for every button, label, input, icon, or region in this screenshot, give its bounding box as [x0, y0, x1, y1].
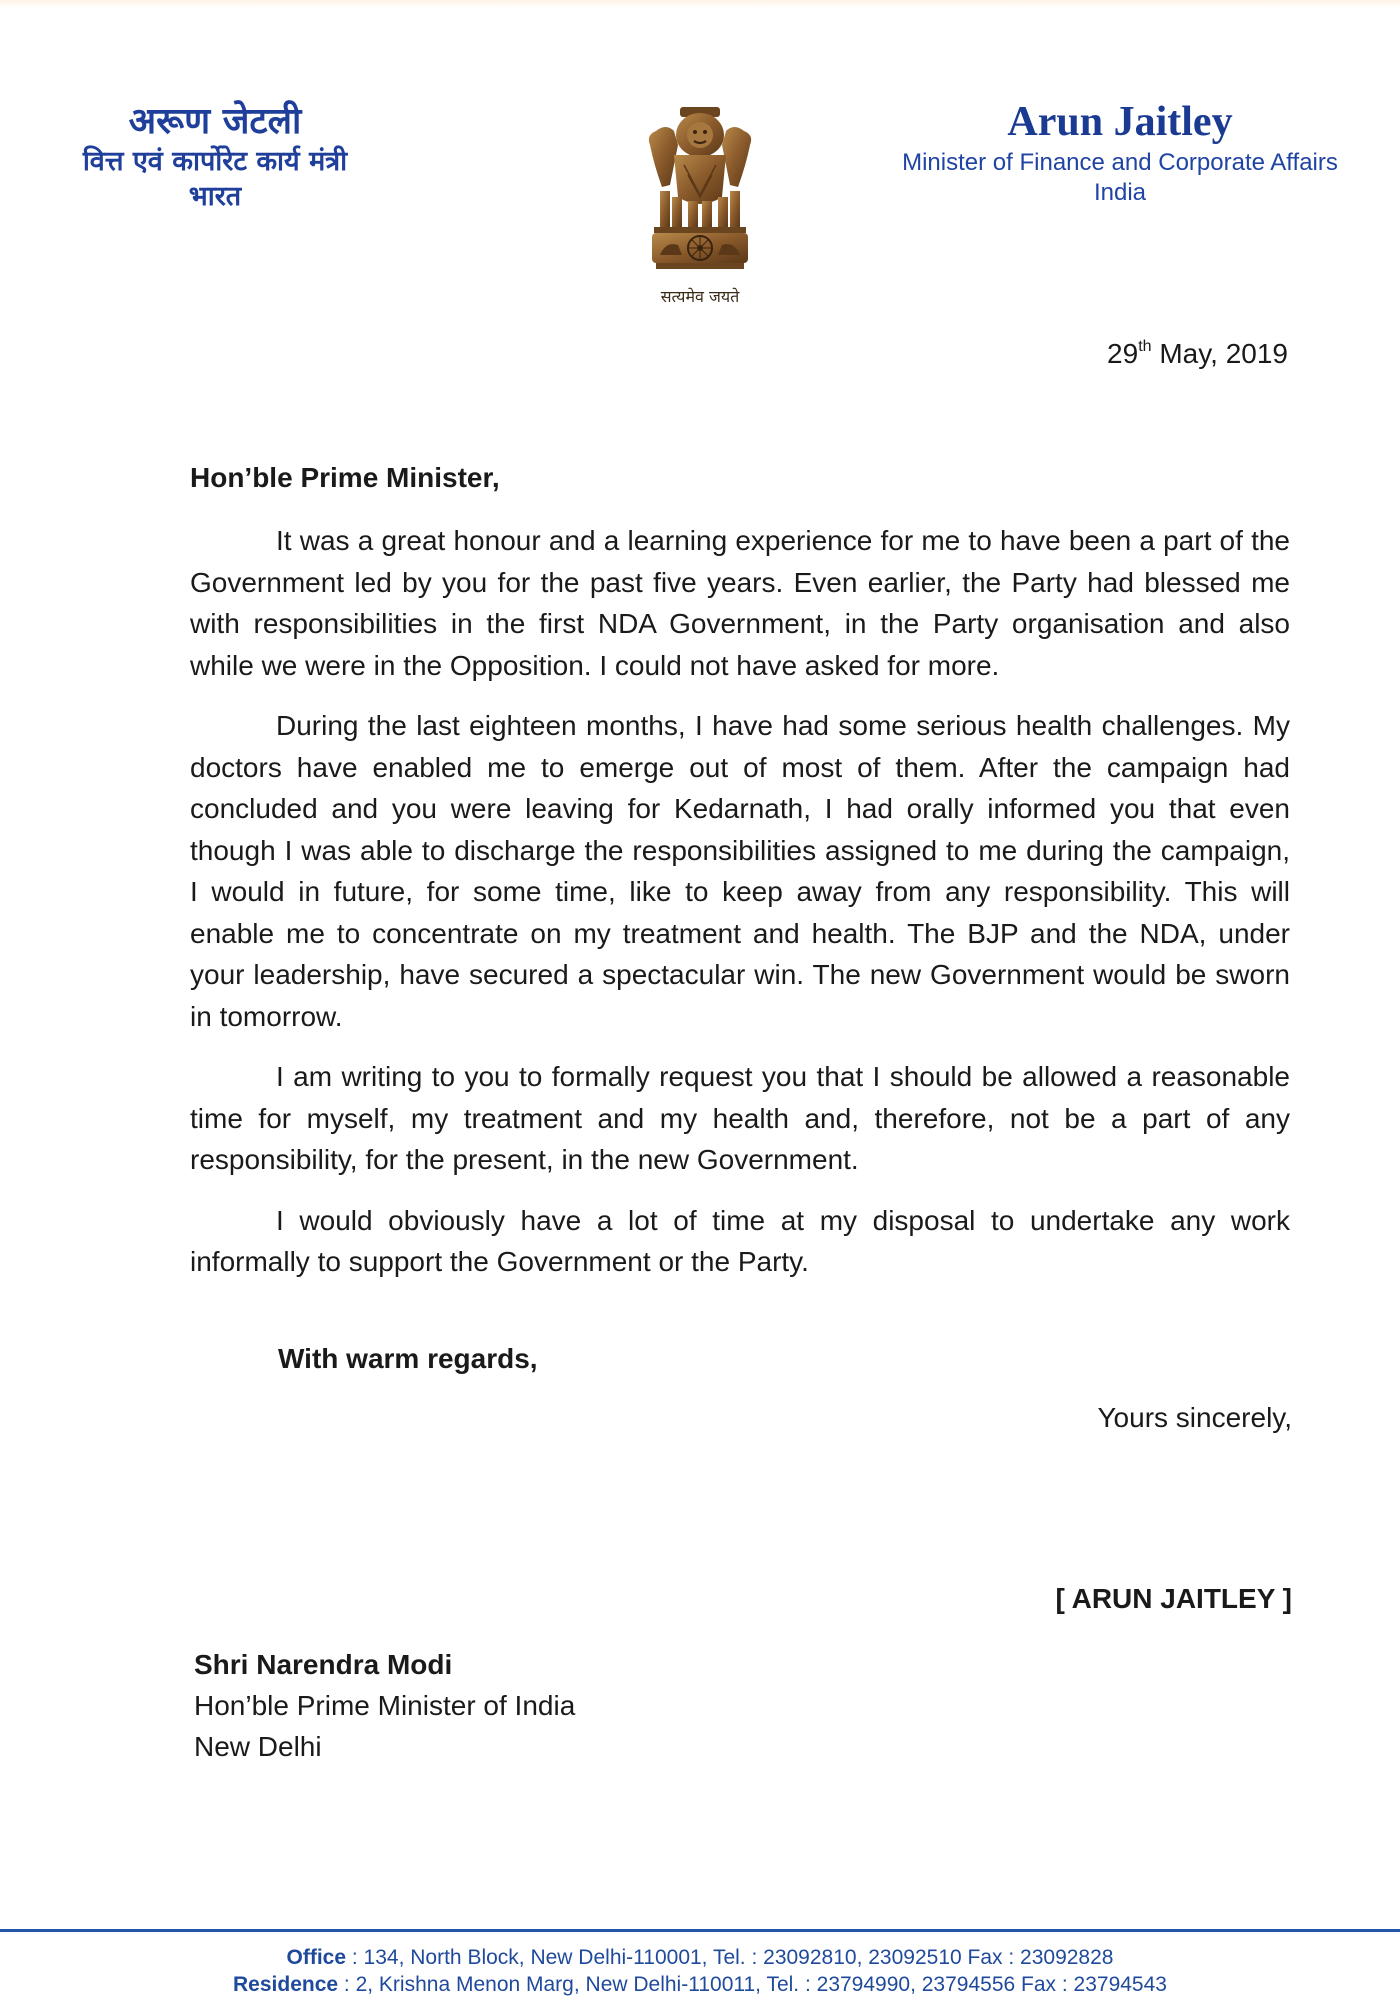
paragraph: During the last eighteen months, I have had some serious health challenges. My doctors have enabled me to emerge out of most of them. After the campaign had concluded and you were leaving for Kedarnath, I had orally informed you that even though I was able to discharge the responsibilities assigned to me during the campaign, I would in future, for some time, like to keep away from any responsibility. This will enable me to concentrate on my treatment and health. The BJP and the NDA, under your leadership, have secured a spectacular win. The new Government would be sworn in tomorrow.: [190, 710, 1290, 1032]
residence-details: : 2, Krishna Menon Marg, New Delhi-110011, Tel. : 23794990, 23794556 Fax : 23794543: [338, 1973, 1167, 1996]
letterhead-hindi: [40, 100, 390, 214]
national-emblem: [640, 105, 760, 305]
paragraph: I would obviously have a lot of time at my disposal to undertake any work informally to support the Government or the Party.: [190, 1204, 1290, 1277]
addressee-block: [194, 1644, 575, 1767]
hindi-name: अरूण जेटली: [128, 101, 302, 142]
office-label: Office: [286, 1946, 347, 1969]
hindi-designation: वित्त एवं कार्पोरेट कार्य मंत्री: [82, 146, 348, 177]
salutation: Hon’ble Prime Minister,: [190, 462, 500, 493]
emblem-motto: सत्यमेव जयते: [660, 287, 740, 306]
date-month-year: May, 2019: [1151, 338, 1288, 369]
date-day: 29: [1107, 338, 1139, 369]
letter-body: [190, 520, 1290, 1302]
addressee-name: Shri Narendra Modi: [194, 1649, 453, 1680]
national-emblem-lion-capital-icon: [644, 105, 756, 283]
signatory-name: [ ARUN JAITLEY ]: [1055, 1583, 1292, 1614]
addressee-city: New Delhi: [194, 1731, 322, 1762]
english-country: India: [1093, 179, 1147, 206]
hindi-country: भारत: [188, 181, 242, 212]
residence-address: [0, 1971, 1400, 1998]
paragraph: I am writing to you to formally request you that I should be allowed a reasonable time for myself, my treatment and my health and, therefore, not be a part of any responsibility, for the present, in the new Government.: [190, 1061, 1290, 1175]
office-details: : 134, North Block, New Delhi-110001, Tel. : 23092810, 23092510 Fax : 23092828: [346, 1946, 1114, 1969]
english-name: Arun Jaitley: [1007, 99, 1233, 145]
letterhead-footer: [0, 1944, 1400, 1998]
residence-label: Residence: [233, 1973, 339, 1996]
footer-divider: [0, 1929, 1400, 1932]
office-address: [0, 1944, 1400, 1971]
paragraph: It was a great honour and a learning experience for me to have been a part of the Government led by you for the past five years. Even earlier, the Party had blessed me with responsibilities in the first NDA Government, in the Party organisation and also while we were in the Opposition. I could not have asked for more.: [190, 525, 1290, 681]
letterhead-english: [860, 96, 1380, 208]
page-edge-tint: [0, 0, 1400, 8]
complimentary-close: Yours sincerely,: [1097, 1402, 1292, 1433]
closing-regards: With warm regards,: [278, 1343, 538, 1374]
english-designation: Minister of Finance and Corporate Affairs: [902, 149, 1338, 176]
letter-date: [1107, 338, 1288, 370]
date-suffix: th: [1138, 338, 1152, 355]
addressee-designation: Hon’ble Prime Minister of India: [194, 1690, 576, 1721]
